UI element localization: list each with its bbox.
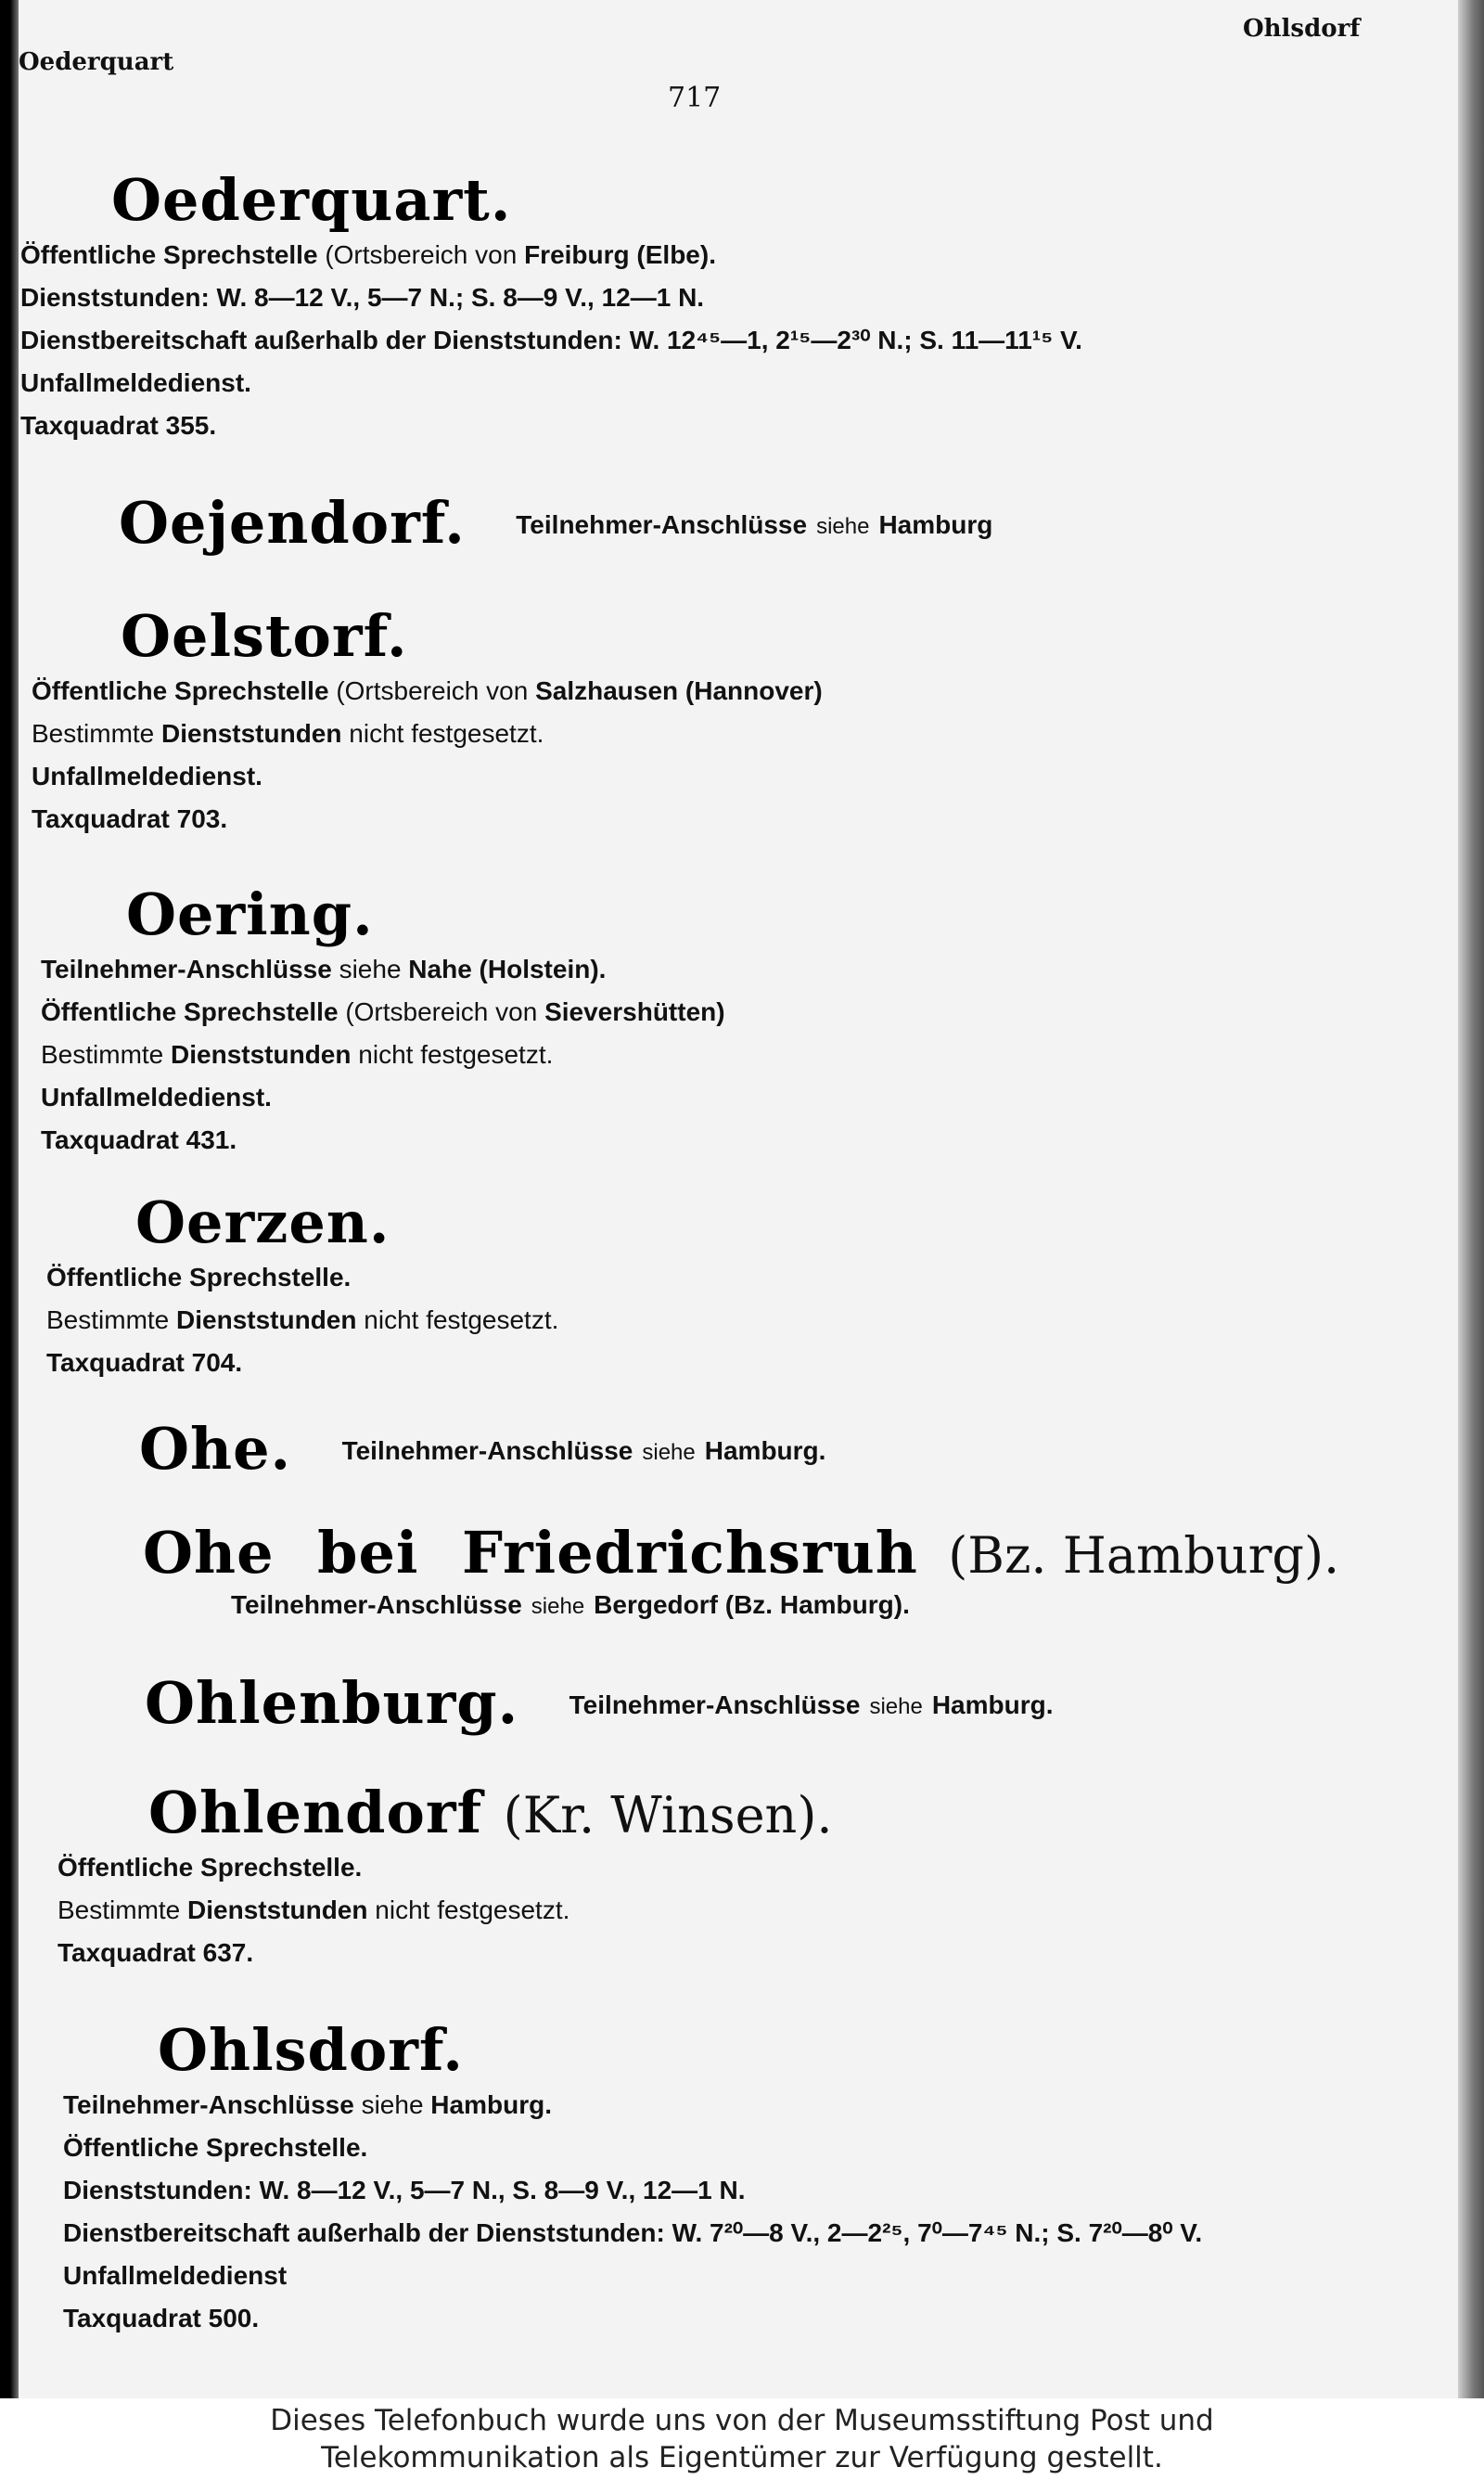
place-name: Ohlsdorf. — [158, 2016, 464, 2084]
entry-line: Dienstbereitschaft außerhalb der Dienststunden: W. 7²⁰—8 V., 2—2²⁵, 7⁰—7⁴⁵ N.; S. 7²⁰—8⁰ V. — [63, 2218, 1203, 2247]
entry-oering — [41, 881, 725, 1162]
entry-line: Öffentliche Sprechstelle (Ortsbereich von Freiburg (Elbe). — [20, 240, 716, 269]
entry-line: Öffentliche Sprechstelle (Ortsbereich von Salzhausen (Hannover) — [32, 676, 823, 705]
entry-line: Öffentliche Sprechstelle. — [46, 1263, 352, 1291]
entry-line: Dienstbereitschaft außerhalb der Dienststunden: W. 12⁴⁵—1, 2¹⁵—2³⁰ N.; S. 11—11¹⁵ V. — [20, 326, 1082, 354]
cross-reference: Teilnehmer-Anschlüsse siehe Hamburg — [516, 510, 993, 539]
entry-line: Öffentliche Sprechstelle (Ortsbereich von Sievershütten) — [41, 997, 725, 1026]
entry-line: Taxquadrat 704. — [46, 1348, 243, 1377]
running-header-left: Oederquart — [19, 48, 174, 76]
entry-line: Bestimmte Dienststunden nicht festgesetzt. — [46, 1305, 559, 1334]
place-name: Oerzen. — [135, 1189, 390, 1256]
cross-reference: Teilnehmer-Anschlüsse siehe Hamburg. — [341, 1436, 826, 1465]
entry-line: Unfallmeldedienst. — [41, 1083, 272, 1112]
entry-ohe-bei-friedrichsruh — [143, 1520, 1339, 1625]
place-name: Oelstorf. — [121, 602, 408, 670]
entry-ohe — [139, 1416, 825, 1483]
entry-line: Öffentliche Sprechstelle. — [58, 1853, 363, 1882]
cross-reference: Teilnehmer-Anschlüsse siehe Hamburg. — [569, 1690, 1054, 1719]
cross-reference: Teilnehmer-Anschlüsse siehe Bergedorf (Bz. Hamburg). — [231, 1590, 910, 1619]
place-name: Ohlendorf — [148, 1779, 483, 1846]
entry-oejendorf — [119, 490, 992, 557]
running-header-right: Ohlsdorf — [1243, 15, 1361, 43]
entry-line: Dienststunden: W. 8—12 V., 5—7 N.; S. 8—9 V., 12—1 N. — [20, 283, 705, 312]
entry-line: Taxquadrat 431. — [41, 1125, 237, 1154]
entry-ohlenburg — [145, 1670, 1054, 1737]
place-name: Ohlenburg. — [145, 1669, 519, 1737]
entry-line: Bestimmte Dienststunden nicht festgesetzt. — [32, 719, 544, 748]
entry-oerzen — [46, 1189, 558, 1384]
entry-line: Bestimmte Dienststunden nicht festgesetzt. — [58, 1895, 570, 1924]
entry-line: Taxquadrat 500. — [63, 2304, 260, 2332]
page-number: 717 — [668, 82, 722, 114]
place-qualifier: (Kr. Winsen). — [503, 1786, 833, 1844]
entry-line: Taxquadrat 355. — [20, 411, 217, 440]
footer-line: Dieses Telefonbuch wurde uns von der Museumsstiftung Post und — [270, 2404, 1214, 2437]
entry-line: Unfallmeldedienst. — [20, 368, 251, 397]
place-name: Oederquart. — [111, 166, 512, 234]
page-edge-shadow — [1458, 0, 1484, 2398]
entry-line: Dienststunden: W. 8—12 V., 5—7 N., S. 8—9 V., 12—1 N. — [63, 2176, 746, 2204]
entry-line: Unfallmeldedienst. — [32, 762, 262, 790]
book-spine-shadow — [0, 0, 19, 2398]
entry-oelstorf — [32, 603, 823, 841]
entry-line: Taxquadrat 637. — [58, 1938, 254, 1967]
place-qualifier: (Bz. Hamburg). — [948, 1526, 1340, 1585]
entry-ohlendorf — [58, 1780, 833, 1974]
place-name: Ohe. — [139, 1415, 292, 1483]
entry-line: Öffentliche Sprechstelle. — [63, 2133, 368, 2162]
entry-line: Teilnehmer-Anschlüsse siehe Nahe (Holstein). — [41, 955, 607, 983]
entry-line: Bestimmte Dienststunden nicht festgesetzt. — [41, 1040, 554, 1069]
entry-ohlsdorf — [63, 2017, 1202, 2340]
place-name: Ohe bei Friedrichsruh — [143, 1519, 918, 1587]
entry-line: Unfallmeldedienst — [63, 2261, 288, 2290]
entry-line: Taxquadrat 703. — [32, 804, 228, 833]
entry-line: Teilnehmer-Anschlüsse siehe Hamburg. — [63, 2090, 552, 2119]
provenance-footer — [0, 2398, 1484, 2480]
place-name: Oejendorf. — [119, 489, 466, 557]
footer-line: Telekommunikation als Eigentümer zur Verfügung gestellt. — [321, 2441, 1163, 2474]
place-name: Oering. — [126, 880, 374, 948]
entry-oederquart — [20, 167, 1082, 447]
